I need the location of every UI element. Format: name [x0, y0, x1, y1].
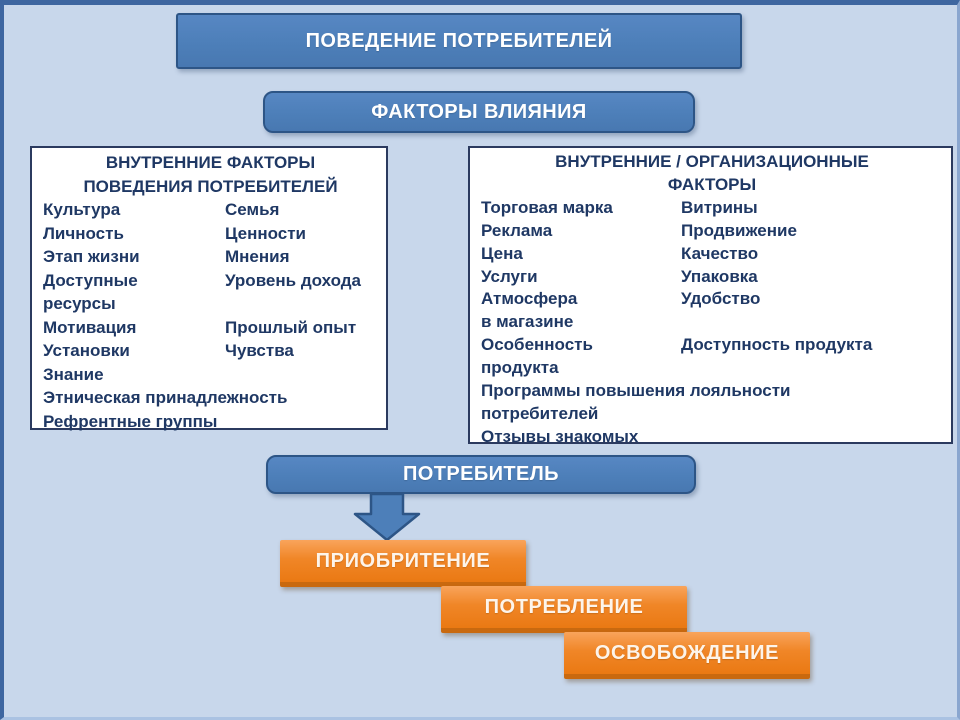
organizational-factors-title-line1: ВНУТРЕННИЕ / ОРГАНИЗАЦИОННЫЕ: [555, 152, 869, 171]
factor-item: Качество: [681, 243, 759, 263]
factor-item: Удобство: [681, 289, 761, 309]
internal-factors-title-line2: ПОВЕДЕНИЯ ПОТРЕБИТЕЛЕЙ: [83, 176, 338, 196]
factor-item: Реклама: [481, 220, 553, 240]
influence-factors-label: ФАКТОРЫ ВЛИЯНИЯ: [371, 100, 587, 123]
factor-row: [481, 197, 943, 220]
factor-item: Продвижение: [681, 220, 797, 240]
factor-item: Доступные: [43, 270, 138, 290]
factor-row: [43, 339, 378, 363]
process-step-label: ПОТРЕБЛЕНИЕ: [484, 595, 644, 618]
factor-row: [481, 426, 943, 449]
factor-row: [43, 245, 378, 269]
factor-item: Услуги: [481, 266, 538, 286]
factor-item: Семья: [225, 200, 280, 219]
factor-row: [43, 410, 378, 434]
factor-row: [481, 403, 943, 426]
process-step-disposal: [564, 632, 810, 679]
factor-item: Витрины: [681, 197, 758, 217]
factor-row: [481, 266, 943, 289]
factor-item: Этап жизни: [43, 247, 140, 266]
factor-item: потребителей: [481, 403, 599, 423]
factor-item: продукта: [481, 358, 559, 378]
organizational-factors-title-line2: ФАКТОРЫ: [667, 174, 757, 194]
factor-item: Прошлый опыт: [225, 317, 357, 337]
factor-item: Чувства: [225, 341, 294, 360]
factor-row: [43, 222, 378, 246]
factor-row: [43, 269, 378, 293]
factor-row: [481, 243, 943, 266]
factor-item: Доступность продукта: [681, 335, 873, 355]
process-step-label: ОСВОБОЖДЕНИЕ: [594, 641, 780, 664]
factor-row: [481, 288, 943, 311]
factor-item: Установки: [43, 341, 130, 360]
factor-item: [225, 292, 378, 316]
factor-item: Рефрентные группы: [43, 411, 218, 431]
factor-item: Особенность: [481, 335, 593, 355]
factor-item: Упаковка: [681, 266, 758, 286]
factor-item: Программы повышения лояльности: [481, 381, 791, 401]
factor-row: [481, 220, 943, 243]
down-arrow-icon: [352, 493, 422, 542]
factor-row: [481, 334, 943, 357]
process-step-label: ПРИОБРИТЕНИЕ: [315, 549, 491, 572]
factor-item: [225, 363, 378, 387]
consumer-box: [266, 455, 696, 494]
factor-row: [43, 386, 378, 410]
factor-row: [481, 311, 943, 334]
organizational-factors-panel: [468, 146, 953, 444]
factor-item: Ценности: [225, 223, 307, 243]
factor-row: [481, 357, 943, 380]
factor-item: Торговая марка: [481, 197, 613, 217]
slide-title: ПОВЕДЕНИЕ ПОТРЕБИТЕЛЕЙ: [305, 29, 613, 52]
internal-factors-panel: [30, 146, 388, 430]
influence-factors-box: [263, 91, 695, 133]
factor-row: [481, 380, 943, 403]
consumer-label: ПОТРЕБИТЕЛЬ: [403, 463, 559, 485]
process-step-consumption: [441, 586, 687, 633]
slide-title-box: [176, 13, 742, 69]
internal-factors-title-line1: ВНУТРЕННИЕ ФАКТОРЫ: [105, 153, 316, 172]
factor-item: Мнения: [225, 247, 290, 266]
factor-item: Культура: [43, 200, 121, 219]
process-step-acquisition: [280, 540, 526, 587]
factor-item: Этническая принадлежность: [43, 388, 288, 407]
factor-item: в магазине: [481, 312, 574, 332]
factor-row: [43, 292, 378, 316]
factor-item: Цена: [481, 243, 523, 263]
factor-item: Атмосфера: [481, 289, 578, 309]
factor-item: Личность: [43, 223, 124, 243]
factor-item: Отзывы знакомых: [481, 426, 639, 446]
factor-row: [43, 363, 378, 387]
factor-row: [43, 198, 378, 222]
factor-row: [43, 316, 378, 340]
factor-item: ресурсы: [43, 294, 116, 313]
factor-item: Мотивация: [43, 317, 137, 337]
factor-item: Уровень дохода: [225, 270, 362, 290]
factor-item: Знание: [43, 364, 104, 384]
